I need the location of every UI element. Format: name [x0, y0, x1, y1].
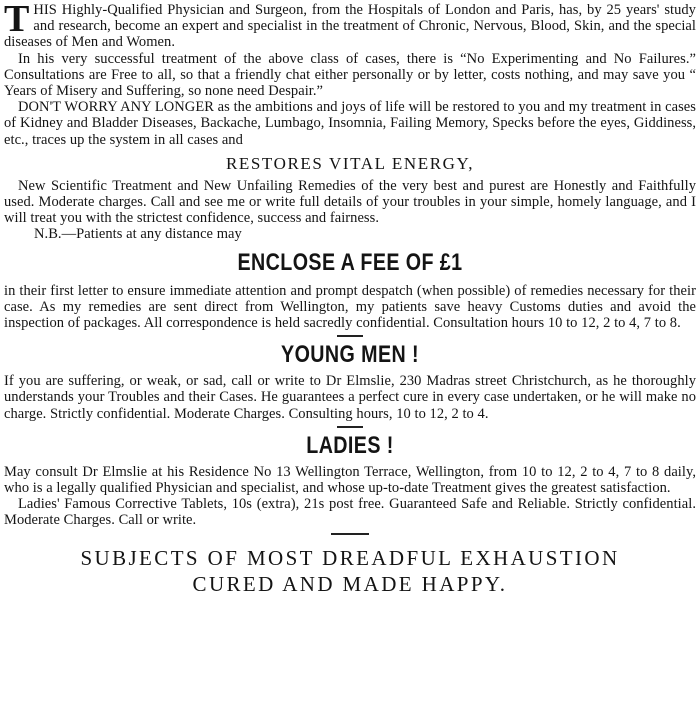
young-men-heading: YOUNG MEN ! — [281, 341, 419, 369]
restores-energy-heading: RESTORES VITAL ENERGY, — [225, 153, 475, 173]
closing-banner-line-2: CURED AND MADE HAPPY. — [192, 571, 508, 596]
divider-rule — [331, 533, 369, 535]
closing-banner — [0, 545, 700, 597]
dont-worry-paragraph: DON'T WORRY ANY LONGER as the ambitions and joys of life will be restored to you and my treatment in cases of Kidney and Bladder Diseases, Backache, Lumbago, Insomnia, Failing Memory, Specks before the eyes, Giddiness, etc., traces up the system in all cases and — [4, 99, 696, 148]
intro-text: HIS Highly-Qualified Physician and Surgeon, from the Hospitals of London and Paris, has, by 25 years' study and research, become an expert and specialist in the treatment of Chronic, Nervous, Blood, Skin, and the special diseases of Men and Women. — [4, 2, 696, 51]
treatment-paragraph: In his very successful treatment of the above class of cases, there is “No Experimenting and No Failures.” Consultations are Free to all, so that a friendly chat either personally or by letter, costs nothing, and may save you “ Years of Misery and Suffering, so none need Despair.” — [4, 50, 696, 100]
enclose-fee-heading: ENCLOSE A FEE OF £1 — [237, 248, 463, 276]
nb-paragraph: N.B.—Patients at any distance may — [34, 226, 242, 243]
remedies-paragraph: New Scientific Treatment and New Unfailing Remedies of the very best and purest are Honestly and Faithfully used. Moderate charges. Call and see me or write full details of your troubles in your simple, homely language, and I will treat you with the strictest confidence, success and fairness. — [4, 177, 696, 227]
fee-paragraph: in their first letter to ensure immediate attention and prompt despatch (when possible) of remedies necessary for their case. As my remedies are sent direct from Wellington, my patients save heavy Customs duties and avoid the inspection of packages. All correspondence is held sacredly confidential. Consultation hours 10 to 12, 2 to 4, 7 to 8. — [4, 282, 696, 332]
closing-banner-line-1: SUBJECTS OF MOST DREADFUL EXHAUSTION — [80, 545, 620, 570]
young-men-paragraph: If you are suffering, or weak, or sad, call or write to Dr Elmslie, 230 Madras street Christchurch, as he thoroughly understands your Troubles and their Cases. He guarantees a perfect cure in every case undertaken, or he will make no charge. Strictly confidential. Moderate Charges. Consulting hours, 10 to 12, 2 to 4. — [4, 373, 696, 422]
divider-rule — [337, 426, 363, 428]
intro-paragraph — [4, 2, 696, 51]
ladies-heading: LADIES ! — [306, 431, 394, 459]
divider-rule — [337, 335, 363, 337]
tablets-paragraph: Ladies' Famous Corrective Tablets, 10s (extra), 21s post free. Guaranteed Safe and Reliable. Strictly confidential. Moderate Charges. Call or write. — [4, 496, 696, 529]
drop-cap: T — [4, 0, 30, 40]
ladies-paragraph: May consult Dr Elmslie at his Residence No 13 Wellington Terrace, Wellington, from 10 to 12, 2 to 4, 7 to 8 daily, who is a legally qualified Physician and specialist, and whose up-to-date Treatment gives the greatest satisfaction. — [4, 463, 696, 497]
